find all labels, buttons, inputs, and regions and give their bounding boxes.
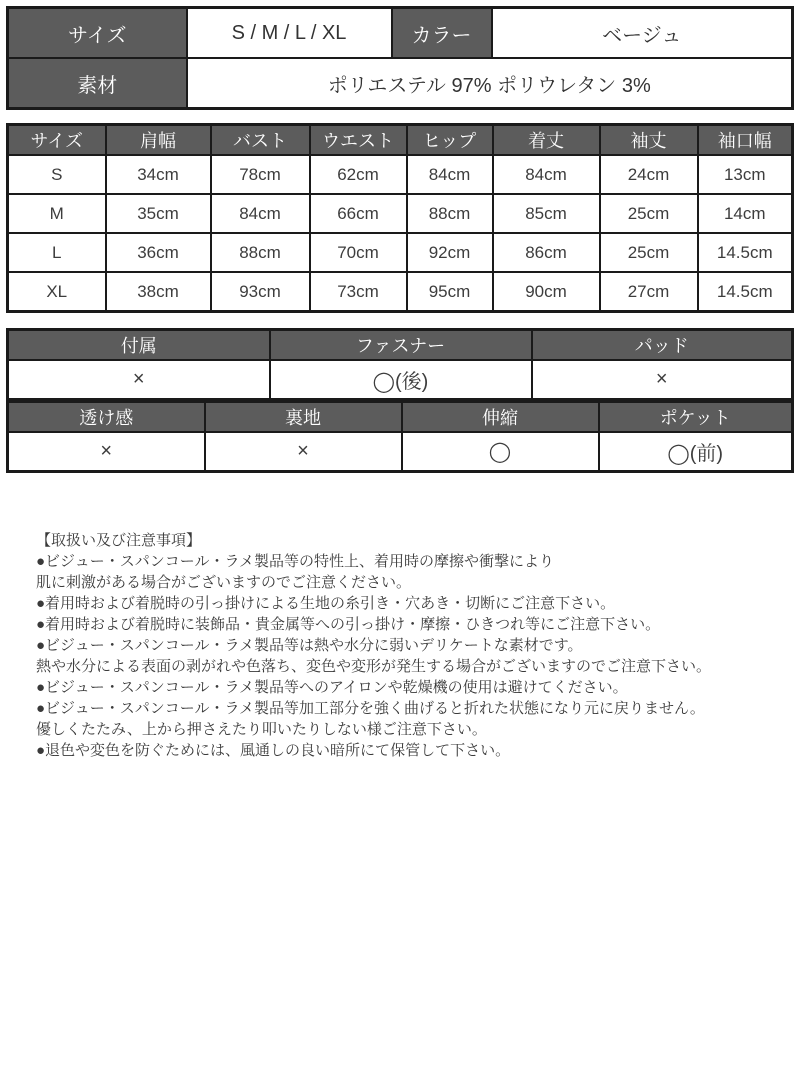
note-line: ●ビジュー・スパンコール・ラメ製品等へのアイロンや乾燥機の使用は避けてください。 bbox=[36, 679, 628, 696]
note-line: ●着用時および着脱時に装飾品・貴金属等への引っ掛け・摩擦・ひきつれ等にご注意下さい。 bbox=[36, 616, 661, 633]
notes-title: 【取扱い及び注意事項】 bbox=[36, 532, 202, 549]
cell: L bbox=[8, 233, 106, 272]
table-row-size-s bbox=[8, 155, 793, 194]
cell: 73cm bbox=[310, 272, 407, 312]
col-header-cuff: 袖口幅 bbox=[698, 125, 793, 156]
measurements-table bbox=[6, 123, 794, 313]
cell: 24cm bbox=[600, 155, 698, 194]
cell: 14.5cm bbox=[698, 272, 793, 312]
col-header-fastener: ファスナー bbox=[270, 330, 532, 361]
cell: M bbox=[8, 194, 106, 233]
cell: 92cm bbox=[407, 233, 493, 272]
features1-value-row bbox=[8, 360, 793, 400]
table-row-size-l bbox=[8, 233, 793, 272]
lining-value: × bbox=[205, 432, 402, 472]
cell: 78cm bbox=[211, 155, 310, 194]
cell: 95cm bbox=[407, 272, 493, 312]
cell: 70cm bbox=[310, 233, 407, 272]
note-line: ●ビジュー・スパンコール・ラメ製品等の特性上、着用時の摩擦や衝撃により bbox=[36, 553, 555, 570]
table-row bbox=[8, 8, 793, 59]
color-label: カラー bbox=[392, 8, 492, 59]
cell: 14.5cm bbox=[698, 233, 793, 272]
note-line: 熱や水分による表面の剥がれや色落ち、変色や変形が発生する場合がございますのでご注意下さい。 bbox=[36, 658, 712, 675]
cell: 62cm bbox=[310, 155, 407, 194]
note-line: 肌に刺激がある場合がございますのでご注意ください。 bbox=[36, 574, 412, 591]
features-table-2 bbox=[6, 400, 794, 473]
cell: 88cm bbox=[211, 233, 310, 272]
note-line: ●退色や変色を防ぐためには、風通しの良い暗所にて保管して下さい。 bbox=[36, 742, 511, 759]
cell: S bbox=[8, 155, 106, 194]
material-value: ポリエステル 97% ポリウレタン 3% bbox=[187, 58, 793, 109]
care-notes bbox=[36, 530, 780, 761]
note-line: ●ビジュー・スパンコール・ラメ製品等加工部分を強く曲げると折れた状態になり元に戻りません。 bbox=[36, 700, 705, 717]
features-table-1 bbox=[6, 328, 794, 401]
features2-value-row bbox=[8, 432, 793, 472]
cell: 93cm bbox=[211, 272, 310, 312]
cell: 84cm bbox=[493, 155, 600, 194]
col-header-pocket: ポケット bbox=[599, 402, 793, 433]
col-header-shoulder: 肩幅 bbox=[106, 125, 211, 156]
cell: 88cm bbox=[407, 194, 493, 233]
col-header-accessories: 付属 bbox=[8, 330, 270, 361]
cell: 25cm bbox=[600, 194, 698, 233]
accessories-value: × bbox=[8, 360, 270, 400]
note-line: 優しくたたみ、上から押さえたり叩いたりしない様ご注意下さい。 bbox=[36, 721, 487, 738]
table-row-size-m bbox=[8, 194, 793, 233]
pad-value: × bbox=[532, 360, 793, 400]
pocket-value: ◯(前) bbox=[599, 432, 793, 472]
stretch-value: ◯ bbox=[402, 432, 599, 472]
table-row bbox=[8, 58, 793, 109]
cell: 38cm bbox=[106, 272, 211, 312]
col-header-stretch: 伸縮 bbox=[402, 402, 599, 433]
col-header-size: サイズ bbox=[8, 125, 106, 156]
note-line: ●着用時および着脱時の引っ掛けによる生地の糸引き・穴あき・切断にご注意下さい。 bbox=[36, 595, 616, 612]
cell: 84cm bbox=[211, 194, 310, 233]
color-value: ベージュ bbox=[492, 8, 793, 59]
cell: 14cm bbox=[698, 194, 793, 233]
measurements-header-row bbox=[8, 125, 793, 156]
col-header-waist: ウエスト bbox=[310, 125, 407, 156]
product-info-table bbox=[6, 6, 794, 110]
material-label: 素材 bbox=[8, 58, 187, 109]
fastener-value: ◯(後) bbox=[270, 360, 532, 400]
cell: 35cm bbox=[106, 194, 211, 233]
cell: 90cm bbox=[493, 272, 600, 312]
col-header-hip: ヒップ bbox=[407, 125, 493, 156]
col-header-bust: バスト bbox=[211, 125, 310, 156]
cell: 36cm bbox=[106, 233, 211, 272]
note-line: ●ビジュー・スパンコール・ラメ製品等は熱や水分に弱いデリケートな素材です。 bbox=[36, 637, 583, 654]
cell: 84cm bbox=[407, 155, 493, 194]
col-header-sheerness: 透け感 bbox=[8, 402, 205, 433]
cell: 66cm bbox=[310, 194, 407, 233]
cell: 13cm bbox=[698, 155, 793, 194]
col-header-lining: 裏地 bbox=[205, 402, 402, 433]
cell: 86cm bbox=[493, 233, 600, 272]
features1-header-row bbox=[8, 330, 793, 361]
cell: 85cm bbox=[493, 194, 600, 233]
cell: XL bbox=[8, 272, 106, 312]
col-header-sleeve: 袖丈 bbox=[600, 125, 698, 156]
col-header-pad: パッド bbox=[532, 330, 793, 361]
col-header-length: 着丈 bbox=[493, 125, 600, 156]
cell: 34cm bbox=[106, 155, 211, 194]
size-label: サイズ bbox=[8, 8, 187, 59]
cell: 25cm bbox=[600, 233, 698, 272]
features2-header-row bbox=[8, 402, 793, 433]
table-row-size-xl bbox=[8, 272, 793, 312]
sheerness-value: × bbox=[8, 432, 205, 472]
size-value: S / M / L / XL bbox=[187, 8, 392, 59]
cell: 27cm bbox=[600, 272, 698, 312]
